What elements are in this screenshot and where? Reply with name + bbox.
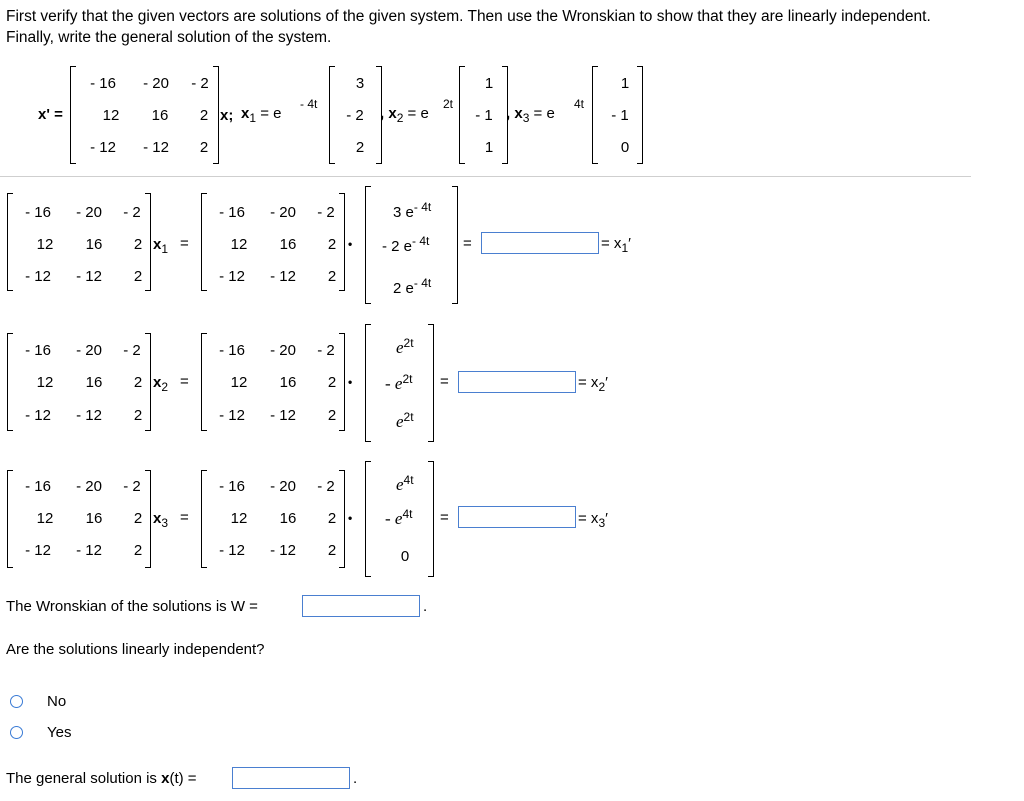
matrix-cell: - 20 — [76, 478, 102, 495]
matrix-cell: 12 — [230, 374, 248, 391]
matrix-left-bracket — [201, 193, 207, 291]
system-lhs: x' = — [38, 106, 63, 123]
dot-operator: • — [348, 511, 353, 525]
option-no-label: No — [47, 693, 67, 710]
answer-input[interactable] — [458, 371, 576, 393]
matrix-right-bracket — [145, 193, 151, 291]
matrix-cell: - 16 — [25, 204, 51, 221]
matrix-cell: - 2 — [191, 75, 209, 92]
vector-right-bracket — [452, 186, 458, 304]
answer-input[interactable] — [458, 506, 576, 528]
matrix-cell: - 16 — [25, 478, 51, 495]
matrix-cell: - 12 — [270, 542, 296, 559]
matrix-cell: 2 — [199, 107, 209, 124]
vector-left-bracket — [329, 66, 335, 164]
matrix-cell: - 20 — [270, 478, 296, 495]
result-label: = $x_1'$ — [601, 235, 631, 255]
matrix-cell: - 16 — [219, 204, 245, 221]
matrix-cell: 2 — [327, 236, 337, 253]
general-solution-period: . — [353, 770, 358, 787]
matrix-left-bracket — [7, 193, 13, 291]
dot-operator: • — [348, 375, 353, 389]
vector-entry: $e^{2t}$ — [396, 336, 414, 357]
vector-cell: 3 — [355, 75, 365, 92]
matrix-cell: - 12 — [219, 268, 245, 285]
matrix-cell: - 12 — [76, 542, 102, 559]
vector-entry: - $e^{2t}$ — [385, 372, 413, 393]
matrix-cell: - 2 — [317, 342, 335, 359]
vector-right-bracket — [428, 461, 434, 577]
vector-cell: 1 — [620, 75, 630, 92]
vector-cell: - 1 — [611, 107, 629, 124]
matrix-cell: 2 — [133, 236, 143, 253]
vector-entry: $e^{4t}$ — [396, 473, 414, 494]
matrix-left-bracket — [201, 470, 207, 568]
matrix-cell: 2 — [133, 510, 143, 527]
system-x: x; — [220, 107, 234, 124]
vector-entry: 2 $e^{- 4t}$ — [393, 276, 432, 297]
matrix-cell: - 20 — [76, 342, 102, 359]
option-yes-label: Yes — [47, 724, 72, 741]
matrix-cell: - 16 — [25, 342, 51, 359]
matrix-cell: - 12 — [25, 407, 51, 424]
matrix-cell: - 12 — [219, 542, 245, 559]
vector-cell: 2 — [355, 139, 365, 156]
x-label: $x_1$ — [153, 236, 169, 256]
matrix-cell: - 20 — [270, 204, 296, 221]
matrix-cell: - 12 — [90, 139, 116, 156]
matrix-cell: 12 — [36, 236, 54, 253]
matrix-right-bracket — [213, 66, 219, 164]
x3-exponent: 4t — [574, 97, 585, 111]
matrix-cell: 2 — [133, 268, 143, 285]
matrix-cell: - 2 — [317, 204, 335, 221]
matrix-cell: - 20 — [143, 75, 169, 92]
matrix-right-bracket — [339, 333, 345, 431]
vector-right-bracket — [428, 324, 434, 442]
matrix-cell: 2 — [327, 510, 337, 527]
vector-entry: 3 $e^{- 4t}$ — [393, 200, 432, 221]
radio-no[interactable] — [10, 695, 23, 708]
matrix-cell: - 12 — [219, 407, 245, 424]
radio-yes[interactable] — [10, 726, 23, 739]
x2-def: , $x_2 = e$ — [380, 105, 429, 125]
vector-left-bracket — [365, 324, 371, 442]
dot-operator: • — [348, 237, 353, 251]
matrix-cell: - 16 — [90, 75, 116, 92]
matrix-cell: - 2 — [123, 478, 141, 495]
matrix-cell: 2 — [133, 542, 143, 559]
vector-entry: - 2 $e^{- 4t}$ — [382, 234, 430, 255]
matrix-cell: 2 — [327, 542, 337, 559]
equals-sign: = — [440, 509, 449, 526]
matrix-cell: 16 — [151, 107, 169, 124]
matrix-cell: - 16 — [219, 478, 245, 495]
matrix-cell: 2 — [327, 268, 337, 285]
matrix-cell: 12 — [230, 510, 248, 527]
matrix-cell: - 20 — [270, 342, 296, 359]
vector-left-bracket — [592, 66, 598, 164]
matrix-cell: - 2 — [123, 342, 141, 359]
matrix-right-bracket — [339, 470, 345, 568]
matrix-cell: 16 — [279, 236, 297, 253]
section-divider — [0, 176, 971, 177]
matrix-left-bracket — [7, 333, 13, 431]
matrix-cell: - 12 — [25, 542, 51, 559]
wronskian-label: The Wronskian of the solutions is W = — [6, 598, 258, 615]
equals-sign: = — [180, 373, 189, 390]
general-solution-label: The general solution is x(t) = — [6, 770, 197, 787]
matrix-cell: 2 — [327, 374, 337, 391]
vector-left-bracket — [459, 66, 465, 164]
matrix-cell: - 12 — [76, 407, 102, 424]
matrix-cell: 2 — [133, 407, 143, 424]
x-label: $x_2$ — [153, 374, 169, 394]
vector-cell: 1 — [484, 75, 494, 92]
equals-sign: = — [440, 373, 449, 390]
matrix-cell: 2 — [327, 407, 337, 424]
x-label: $x_3$ — [153, 510, 169, 530]
matrix-cell: 16 — [85, 510, 103, 527]
vector-entry: 0 — [400, 548, 410, 565]
general-solution-input[interactable] — [232, 767, 350, 789]
wronskian-input[interactable] — [302, 595, 420, 617]
matrix-cell: - 12 — [76, 268, 102, 285]
matrix-cell: - 16 — [219, 342, 245, 359]
x1-def: $x_1 = e$ — [241, 105, 282, 125]
equals-sign: = — [180, 509, 189, 526]
vector-entry: $e^{2t}$ — [396, 410, 414, 431]
matrix-right-bracket — [145, 470, 151, 568]
equals-sign: = — [180, 235, 189, 252]
matrix-cell: 16 — [279, 510, 297, 527]
matrix-cell: - 12 — [143, 139, 169, 156]
vector-cell: - 1 — [475, 107, 493, 124]
matrix-left-bracket — [70, 66, 76, 164]
result-label: = $x_2'$ — [578, 374, 608, 394]
equals-sign: = — [463, 235, 472, 252]
vector-cell: 1 — [484, 139, 494, 156]
matrix-cell: 12 — [36, 374, 54, 391]
matrix-cell: 16 — [85, 374, 103, 391]
vector-left-bracket — [365, 461, 371, 577]
x1-exponent: - 4t — [300, 97, 318, 111]
matrix-left-bracket — [7, 470, 13, 568]
vector-cell: 0 — [620, 139, 630, 156]
matrix-cell: - 12 — [25, 268, 51, 285]
matrix-cell: 12 — [102, 107, 120, 124]
x2-exponent: 2t — [443, 97, 454, 111]
result-label: = $x_3'$ — [578, 510, 608, 530]
matrix-cell: 16 — [279, 374, 297, 391]
matrix-cell: 2 — [133, 374, 143, 391]
matrix-cell: 2 — [199, 139, 209, 156]
matrix-right-bracket — [145, 333, 151, 431]
answer-input[interactable] — [481, 232, 599, 254]
matrix-cell: 12 — [230, 236, 248, 253]
matrix-cell: 12 — [36, 510, 54, 527]
matrix-cell: - 20 — [76, 204, 102, 221]
wronskian-period: . — [423, 598, 428, 615]
matrix-left-bracket — [201, 333, 207, 431]
independence-question: Are the solutions linearly independent? — [6, 641, 265, 658]
instructions: First verify that the given vectors are solutions of the given system. Then use the Wronskian to show that they are linearly independent. Finally, write the general solution of the system. — [6, 8, 931, 46]
matrix-right-bracket — [339, 193, 345, 291]
matrix-cell: 16 — [85, 236, 103, 253]
matrix-cell: - 2 — [317, 478, 335, 495]
vector-cell: - 2 — [346, 107, 364, 124]
vector-entry: - $e^{4t}$ — [385, 507, 413, 528]
matrix-cell: - 12 — [270, 407, 296, 424]
matrix-cell: - 12 — [270, 268, 296, 285]
vector-left-bracket — [365, 186, 371, 304]
matrix-cell: - 2 — [123, 204, 141, 221]
x3-def: , $x_3 = e$ — [506, 105, 555, 125]
vector-right-bracket — [637, 66, 643, 164]
